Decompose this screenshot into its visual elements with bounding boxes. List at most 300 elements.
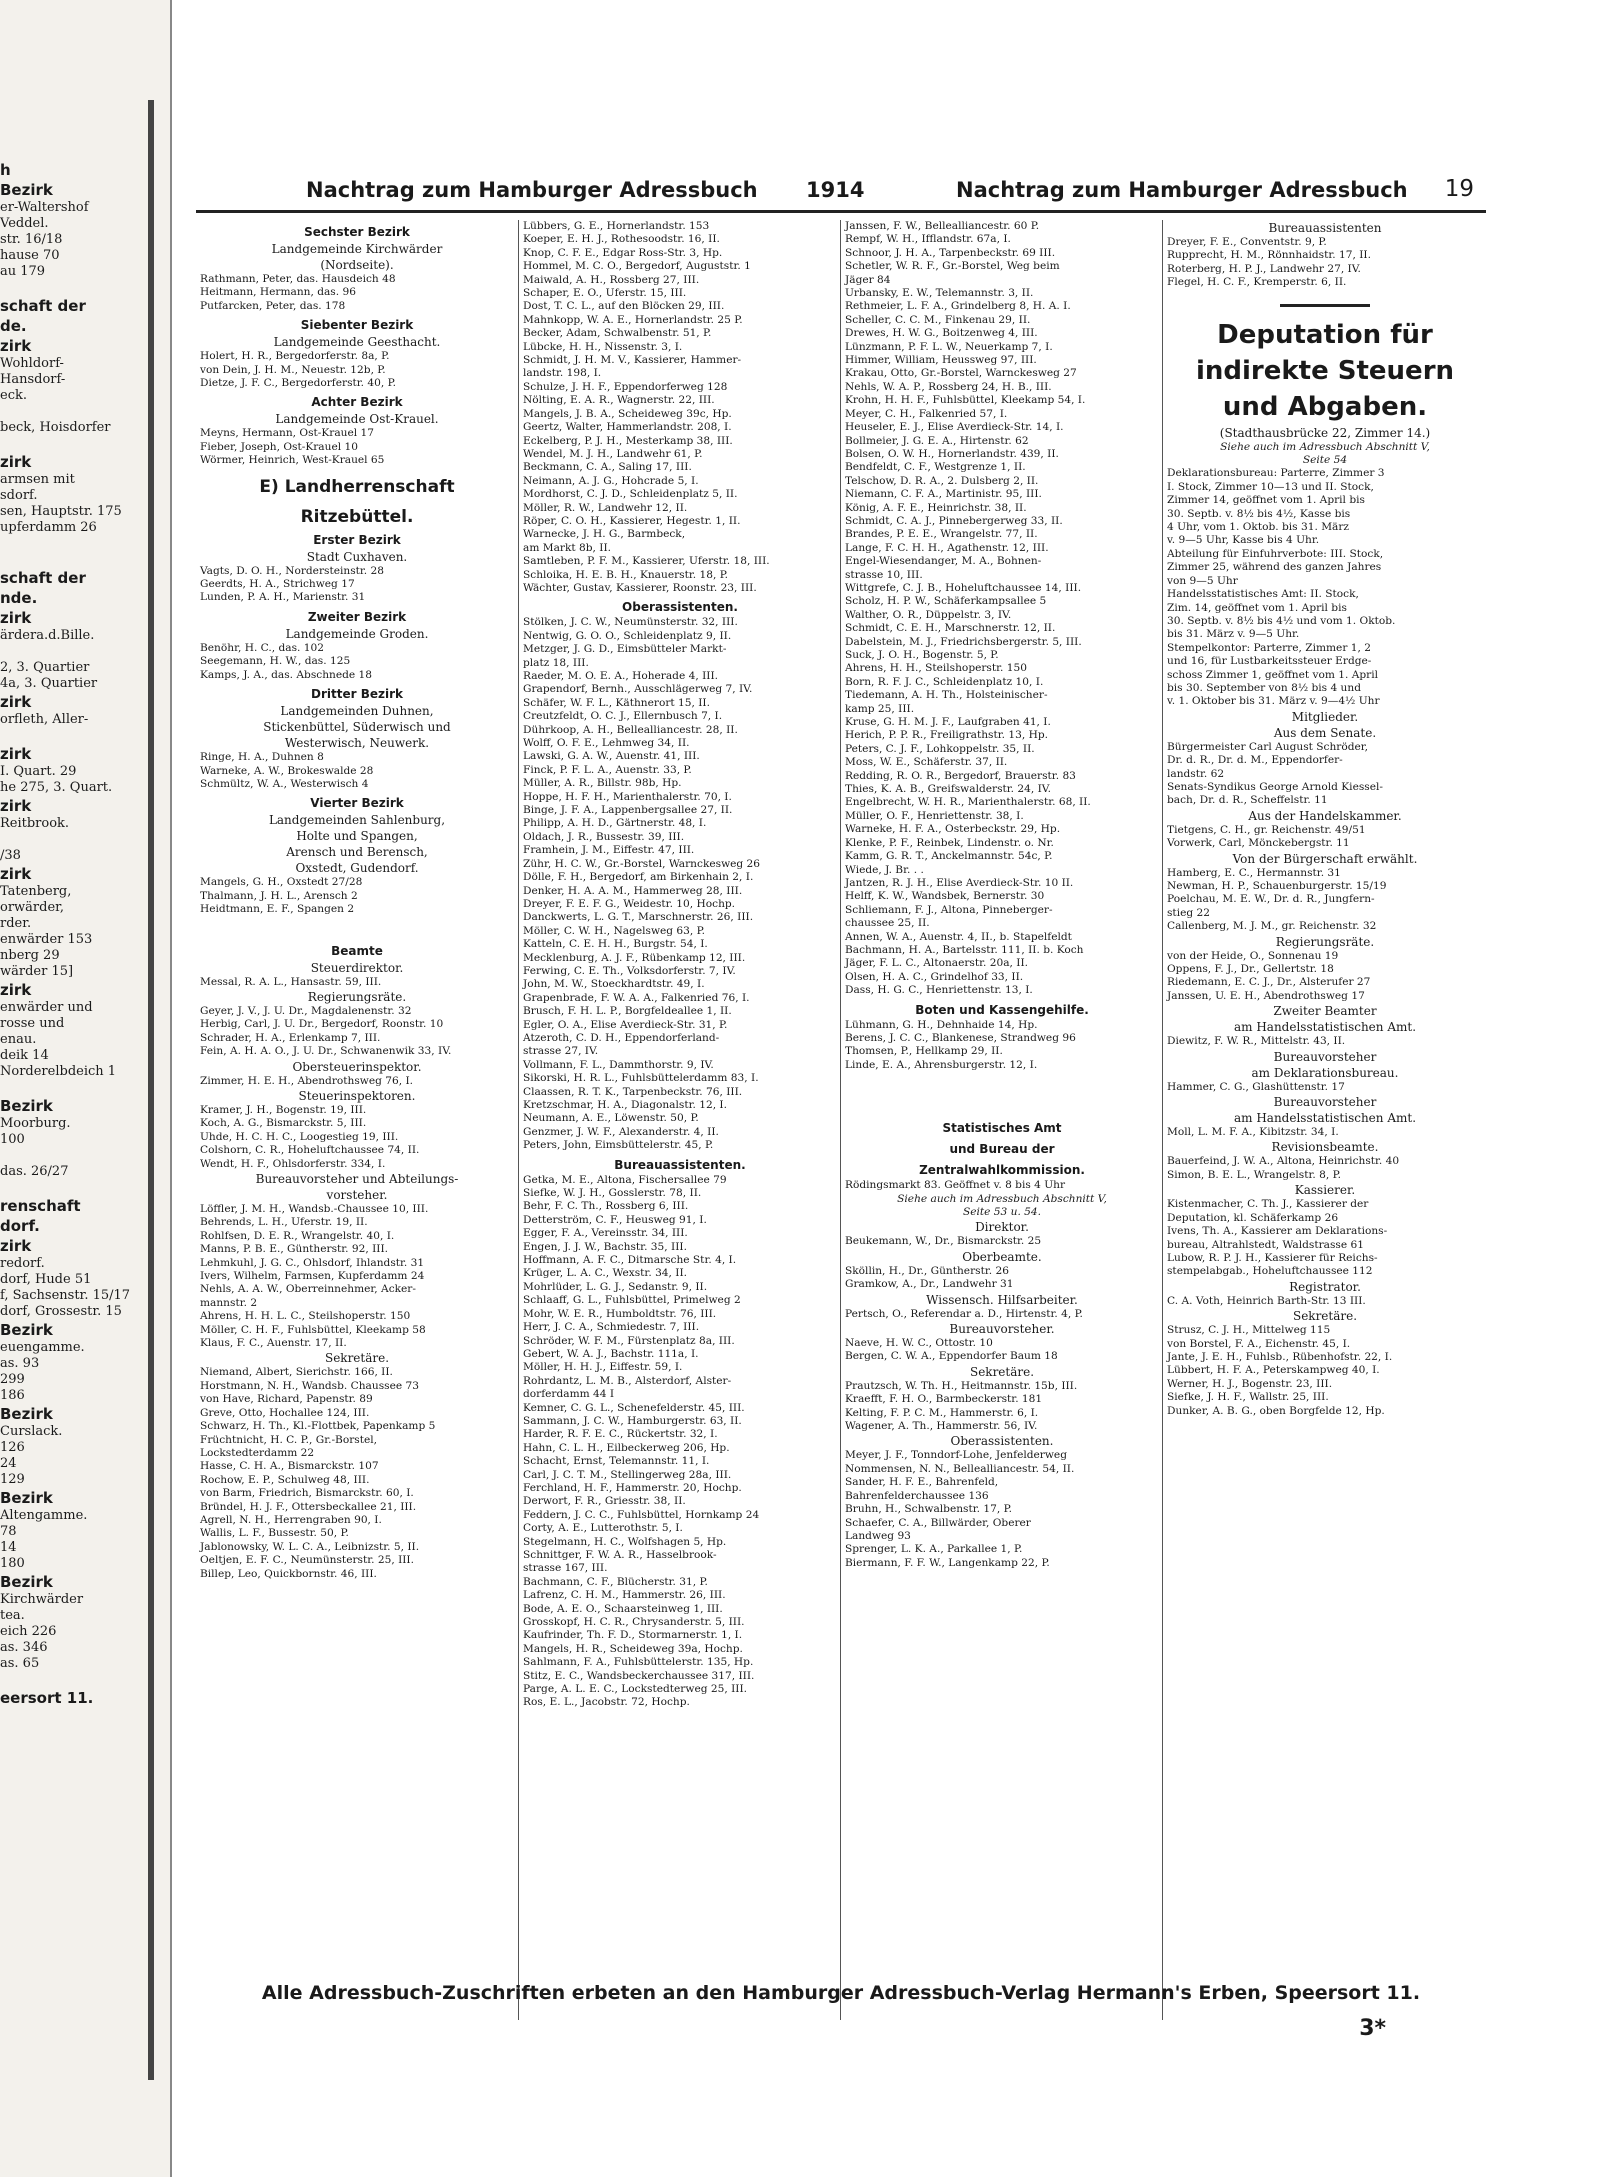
directory-entry: Pertsch, O., Referendar a. D., Hirtenstr. 4, P. [845,1307,1083,1320]
directory-entry: bach, Dr. d. R., Scheffelstr. 11 [1167,794,1328,807]
directory-entry: Callenberg, M. J. M., gr. Reichenstr. 32 [1167,920,1377,933]
margin-fragment: hause 70 [0,248,60,263]
directory-entry: Schmidt, C. A. J., Pinnebergerweg 33, II. [845,514,1063,527]
directory-entry: Atzeroth, C. D. H., Eppendorferland- [523,1031,720,1044]
directory-entry: Hasse, C. H. A., Bismarckstr. 107 [200,1460,379,1473]
directory-entry: Knop, C. F. E., Edgar Ross-Str. 3, Hp. [523,246,723,259]
directory-entry: Finck, P. F. L. A., Auenstr. 33, P. [523,763,692,776]
header-right-title: Nachtrag zum Hamburger Adressbuch [956,178,1408,202]
margin-fragment: au 179 [0,264,46,279]
directory-entry: Hoffmann, A. F. C., Ditmarsche Str. 4, I. [523,1254,737,1267]
directory-entry: Dost, T. C. L., auf den Blöcken 29, III. [523,300,725,313]
margin-fragment: eich 226 [0,1624,57,1639]
directory-entry: Bolsen, O. W. H., Hornerlandstr. 439, II. [845,447,1059,460]
divider [1280,304,1370,307]
directory-entry: Schwarz, H. Th., Kl.-Flottbek, Papenkamp 5 [200,1420,436,1433]
margin-fragment: dorf, Hude 51 [0,1272,92,1287]
section-heading: und Bureau der [949,1142,1055,1157]
directory-entry: Oppens, F. J., Dr., Gellertstr. 18 [1167,963,1334,976]
directory-entry: Olsen, H. A. C., Grindelhof 33, II. [845,970,1024,983]
directory-entry: Grapenbrade, F. W. A. A., Falkenried 76, I. [523,991,750,1004]
directory-entry: Tiedemann, A. H. Th., Holsteinischer- [845,689,1048,702]
directory-entry: Raeder, M. O. E. A., Hoherade 4, III. [523,670,718,682]
subheading: Oxstedt, Gudendorf. [295,861,419,876]
directory-entry: v. 9—5 Uhr, Kasse bis 4 Uhr. [1167,534,1320,547]
directory-entry: Thies, K. A. B., Greifswalderstr. 24, IV. [845,783,1051,796]
margin-fragment: rosse und [0,1016,65,1031]
directory-entry: Lafrenz, C. H. M., Hammerstr. 26, III. [523,1589,726,1602]
directory-entry: Handelsstatistisches Amt: II. Stock, [1167,588,1359,601]
directory-entry: Ivens, Th. A., Kassierer am Deklarations- [1167,1225,1388,1238]
column-1 [196,220,518,2020]
directory-entry: John, M. W., Stoeckhardtstr. 49, I. [523,978,705,991]
directory-entry: Schrader, H. A., Erlenkamp 7, III. [200,1031,381,1044]
margin-fragment: orwärder, [0,900,65,915]
directory-entry: Bauerfeind, J. W. A., Altona, Heinrichstr. 40 [1167,1155,1400,1168]
directory-entry: Suck, J. O. H., Bogenstr. 5, P. [845,649,999,661]
directory-entry: Dölle, F. H., Bergedorf, am Birkenhain 2, I. [523,871,754,884]
subheading: Aus der Handelskammer. [1248,808,1402,823]
directory-entry: Ahrens, H. H., Steilshoperstr. 150 [845,662,1027,675]
directory-entry: Stitz, E. C., Wandsbeckerchaussee 317, III. [523,1669,755,1682]
directory-entry: Lubow, R. P. J. H., Kassierer für Reichs- [1167,1251,1378,1264]
margin-fragment: eck. [0,388,27,403]
margin-fragment: zirk [0,453,32,471]
directory-entry: Seegemann, H. W., das. 125 [200,655,351,668]
directory-entry: Walther, O. R., Düppelstr. 3, IV. [845,608,1012,621]
header-year: 1914 [806,178,865,202]
directory-entry: Mangels, H. R., Scheideweg 39a, Hochp. [523,1642,743,1655]
directory-entry: Lockstedterdamm 22 [200,1446,315,1459]
directory-entry: Hahn, C. L. H., Eilbeckerweg 206, Hp. [523,1441,730,1454]
directory-entry: Heuseler, E. J., Elise Averdieck-Str. 14, I. [845,421,1064,434]
subheading: am Handelsstatistischen Amt. [1233,1020,1417,1035]
directory-entry: Wächter, Gustav, Kassierer, Roonstr. 23, III. [523,581,757,594]
directory-entry: Sander, H. F. E., Bahrenfeld, [845,1476,999,1489]
margin-fragment: enau. [0,1032,37,1047]
directory-entry: Schmültz, W. A., Westerwisch 4 [200,777,369,790]
directory-entry: Schaper, E. O., Uferstr. 15, III. [523,287,687,300]
margin-fragment: euengamme. [0,1340,85,1355]
margin-fragment: tea. [0,1608,25,1623]
directory-entry: Grosskopf, H. C. R., Chrysanderstr. 5, III. [523,1616,745,1629]
directory-entry: Oeltjen, E. F. C., Neumünsterstr. 25, III. [200,1554,414,1567]
margin-fragment: das. 26/27 [0,1164,69,1179]
directory-entry: Drewes, H. W. G., Boitzenweg 4, III. [845,327,1038,340]
directory-entry: Samtleben, P. F. M., Kassierer, Uferstr. 18, III. [523,555,770,568]
reference-note: Seite 54 [1302,454,1348,467]
directory-entry: Thalmann, J. H. L., Arensch 2 [200,889,358,902]
directory-entry: Lühmann, G. H., Dehnhaide 14, Hp. [845,1018,1038,1031]
directory-entry: Redding, R. O. R., Bergedorf, Brauerstr. 83 [845,769,1076,782]
directory-entry: Peters, John, Eimsbüttelerstr. 45, P. [523,1139,714,1152]
directory-entry: Meyns, Hermann, Ost-Krauel 17 [200,427,374,440]
directory-entry: Herr, J. C. A., Schmiedestr. 7, III. [523,1321,700,1334]
directory-entry: Agrell, N. H., Herrengraben 90, I. [200,1513,382,1526]
directory-entry: Sköllin, H., Dr., Güntherstr. 26 [845,1264,1009,1277]
margin-fragment: Bezirk [0,1097,53,1115]
directory-entry: Dietze, J. F. C., Bergedorferstr. 40, P. [200,377,396,390]
margin-fragment: deik 14 [0,1048,49,1063]
directory-entry: Bruhn, H., Schwalbenstr. 17, P. [845,1503,1012,1516]
margin-fragment: 186 [0,1388,25,1403]
directory-entry: Helff, K. W., Wandsbek, Bernerstr. 30 [845,890,1045,903]
directory-entry: Schnoor, J. H. A., Tarpenbeckstr. 69 III. [845,246,1056,259]
directory-entry: Bergen, C. W. A., Eppendorfer Baum 18 [845,1350,1058,1363]
directory-entry: Wendel, M. J. H., Landwehr 61, P. [523,447,703,460]
directory-entry: Zimmer 25, während des ganzen Jahres [1167,561,1382,574]
subheading: Bureauvorsteher. [949,1322,1055,1337]
directory-entry: landstr. 62 [1167,767,1225,780]
directory-entry: Philipp, A. H. D., Gärtnerstr. 48, I. [523,817,707,830]
directory-entry: Brandes, P. E. E., Wrangelstr. 77, II. [845,528,1038,541]
margin-fragment: Hansdorf- [0,372,66,387]
directory-entry: Beukemann, W., Dr., Bismarckstr. 25 [845,1235,1042,1248]
directory-entry: Sahlmann, F. A., Fuhlsbüttelerstr. 135, Hp. [523,1656,754,1669]
directory-entry: Möller, H. H. J., Eiffestr. 59, I. [523,1361,683,1374]
directory-entry: Koeper, E. H. J., Rothesoodstr. 16, II. [523,233,720,246]
directory-entry: stempelabgab., Hoheluftchaussee 112 [1167,1265,1373,1278]
directory-entry: Metzger, J. G. D., Eimsbütteler Markt- [523,643,727,656]
directory-entry: Engelbrecht, W. H. R., Marienthalerstr. 68, II. [845,796,1091,809]
directory-entry: 30. Septb. v. 8½ bis 4½ und vom 1. Oktob. [1167,614,1396,627]
directory-entry: Engen, J. J. W., Bachstr. 35, III. [523,1240,687,1253]
directory-entry: Manns, P. B. E., Güntherstr. 92, III. [200,1243,389,1256]
department-title: indirekte Steuern [1195,355,1455,386]
directory-entry: Lübbers, G. E., Hornerlandstr. 153 [523,220,710,232]
directory-entry: Sammann, J. C. W., Hamburgerstr. 63, II. [523,1414,742,1427]
margin-fragment: redorf. [0,1256,45,1271]
directory-entry: Gramkow, A., Dr., Landwehr 31 [845,1278,1014,1291]
directory-entry: Behr, F. C. Th., Rossberg 6, III. [523,1200,689,1213]
signature-mark: 3* [1359,2016,1386,2041]
directory-entry: Vorwerk, Carl, Mönckebergstr. 11 [1167,837,1350,850]
directory-page [196,160,1486,2040]
directory-entry: Möller, C. H. F., Fuhlsbüttel, Kleekamp 58 [200,1323,426,1336]
directory-entry: Schliemann, F. J., Altona, Pinneberger- [845,903,1053,916]
directory-entry: Niemand, Albert, Sierichstr. 166, II. [200,1366,393,1379]
directory-entry: Wörmer, Heinrich, West-Krauel 65 [200,454,385,467]
directory-entry: Schaefer, C. A., Billwärder, Oberer [845,1516,1031,1529]
directory-entry: Grapendorf, Bernh., Ausschlägerweg 7, IV. [523,683,753,696]
directory-entry: am Markt 8b, II. [523,541,611,554]
directory-entry: Benöhr, H. C., das. 102 [200,641,325,654]
directory-entry: Geyer, J. V., J. U. Dr., Magdalenenstr. 32 [200,1004,412,1017]
directory-entry: Thomsen, P., Hellkamp 29, II. [845,1045,1003,1058]
margin-fragment: Reitbrook. [0,816,70,831]
margin-fragment: ärdera.d.Bille. [0,628,95,643]
margin-fragment: Bezirk [0,1321,53,1339]
directory-entry: dorferdamm 44 I [523,1388,615,1401]
directory-entry: Sikorski, H. R. L., Fuhlsbüttelerdamm 83, I. [523,1072,759,1085]
directory-entry: Ros, E. L., Jacobstr. 72, Hochp. [523,1696,690,1709]
directory-entry: Kraefft, F. H. O., Barmbeckerstr. 181 [845,1393,1043,1406]
directory-entry: Fieber, Joseph, Ost-Krauel 10 [200,440,358,453]
directory-entry: Lange, F. C. H. H., Agathenstr. 12, III. [845,541,1049,554]
directory-entry: Dass, H. G. C., Henriettenstr. 13, I. [845,984,1033,997]
directory-entry: Nehls, W. A. P., Rossberg 24, H. B., III. [845,380,1052,393]
directory-entry: Maiwald, A. H., Rossberg 27, III. [523,273,700,286]
directory-entry: bis 30. September von 8½ bis 4 und [1167,681,1361,694]
margin-fragment: 14 [0,1540,17,1555]
reference-note: Seite 53 u. 54. [962,1206,1042,1218]
margin-fragment: 126 [0,1440,25,1455]
margin-fragment: Bezirk [0,1573,53,1591]
directory-entry: Bründel, H. J. F., Ottersbeckallee 21, III. [200,1500,417,1513]
directory-entry: Peters, C. J. F., Lohkoppelstr. 35, II. [845,742,1035,755]
reference-note: Siehe auch im Adressbuch Abschnitt V, [897,1192,1107,1205]
column-3 [840,220,1163,2020]
directory-entry: Kistenmacher, C. Th. J., Kassierer der [1167,1198,1369,1211]
margin-fragment: enwärder und [0,1000,93,1015]
subheading: Direktor. [975,1220,1029,1235]
directory-entry: Früchtnicht, H. C. P., Gr.-Borstel, [200,1433,377,1446]
margin-fragment: sdorf. [0,488,38,503]
subheading: Sekretäre. [324,1351,390,1366]
directory-entry: Vollmann, F. L., Dammthorstr. 9, IV. [523,1058,714,1071]
margin-fragment: Altengamme. [0,1508,88,1523]
subheading: am Handelsstatistischen Amt. [1233,1111,1417,1126]
directory-entry: Stempelkontor: Parterre, Zimmer 1, 2 [1167,641,1371,654]
subheading: Zweiter Beamter [1273,1004,1377,1019]
margin-fragment: de. [0,317,27,335]
subheading: Steuerdirektor. [310,960,404,975]
margin-fragment: zirk [0,981,32,999]
subheading: Bureauvorsteher [1273,1049,1377,1064]
margin-fragment [0,832,146,848]
directory-entry: Uhde, H. C. H. C., Loogestieg 19, III. [200,1130,399,1143]
directory-entry: Wittgrefe, C. J. B., Hoheluftchaussee 14, III. [845,581,1082,594]
margin-fragment: he 275, 3. Quart. [0,780,113,795]
directory-entry: Biermann, F. F. W., Langenkamp 22, P. [845,1556,1050,1569]
directory-entry: Schmidt, C. E. H., Marschnerstr. 12, II. [845,622,1056,635]
directory-entry: Rethmeier, L. F. A., Grindelberg 8, H. A. I. [845,300,1071,313]
directory-entry: platz 18, III. [523,656,589,669]
margin-fragment: enwärder 153 [0,932,93,947]
directory-entry: Werner, H. J., Bogenstr. 23, III. [1167,1377,1333,1390]
directory-entry: C. A. Voth, Heinrich Barth-Str. 13 III. [1167,1294,1366,1307]
directory-entry: Billep, Leo, Quickbornstr. 46, III. [200,1567,377,1580]
directory-entry: Mohr, W. E. R., Humboldtstr. 76, III. [523,1307,717,1320]
directory-entry: Meyer, J. F., Tonndorf-Lohe, Jenfelderweg [845,1449,1067,1462]
directory-entry: Zimmer 14, geöffnet vom 1. April bis [1167,494,1365,507]
margin-fragment: renschaft [0,1197,81,1215]
section-heading: Zweiter Bezirk [307,609,407,624]
directory-entry: Ferchland, H. F., Hammerstr. 20, Hochp. [523,1481,742,1494]
directory-entry: Denker, H. A. A. M., Hammerweg 28, III. [523,884,743,897]
directory-entry: Jablonowsky, W. L. C. A., Leibnizstr. 5, II. [200,1540,420,1553]
directory-entry: Born, R. F. J. C., Schleidenplatz 10, I. [845,675,1044,688]
directory-entry: Geertz, Walter, Hammerlandstr. 208, I. [523,421,732,434]
margin-fragment [0,1180,146,1196]
directory-entry: Oldach, J. R., Bussestr. 39, III. [523,830,685,843]
directory-entry: Creutzfeldt, O. C. J., Ellernbusch 7, I. [523,710,723,723]
margin-fragment: str. 16/18 [0,232,63,247]
subheading: Registrator. [1289,1279,1361,1294]
directory-entry: Wagener, A. Th., Hammerstr. 56, IV. [845,1420,1038,1433]
directory-entry: stieg 22 [1167,906,1210,919]
directory-entry: Rupprecht, H. M., Rönnhaidstr. 17, II. [1167,249,1371,262]
directory-entry: Heitmann, Hermann, das. 96 [200,286,356,299]
directory-entry: Ivers, Wilhelm, Farmsen, Kupferdamm 24 [200,1270,425,1283]
region-heading: E) Landherrenschaft [259,476,455,497]
department-title: Deputation für [1217,319,1433,350]
margin-fragment [0,536,146,552]
margin-fragment [0,436,146,452]
directory-entry: chaussee 25, II. [845,917,930,930]
directory-entry: Rochow, E. P., Schulweg 48, III. [200,1473,370,1486]
directory-entry: bureau, Altrahlstedt, Waldstrasse 61 [1167,1238,1364,1251]
directory-entry: Colshorn, C. R., Hoheluftchaussee 74, II. [200,1144,420,1157]
directory-entry: Moss, W. E., Schäferstr. 37, II. [845,756,1008,769]
margin-fragment: armsen mit [0,472,75,487]
directory-entry: Zimmer, H. E. H., Abendrothsweg 76, I. [200,1074,414,1087]
directory-entry: Tietgens, C. H., gr. Reichenstr. 49/51 [1167,823,1366,836]
spacer [841,1094,1163,1116]
directory-entry: Scheller, C. C. M., Finkenau 29, II. [845,313,1031,326]
subheading: Landgemeinden Sahlenburg, [268,813,446,828]
section-heading: Achter Bezirk [311,395,403,410]
margin-fragment: as. 65 [0,1656,40,1671]
directory-entry: Horstmann, N. H., Wandsb. Chaussee 73 [200,1379,419,1392]
directory-entry: Rempf, W. H., Ifflandstr. 67a, I. [845,233,1011,246]
directory-entry: v. 1. Oktober bis 31. März v. 9—4½ Uhr [1167,695,1380,708]
department-title: und Abgaben. [1222,391,1428,422]
subheading: Landgemeinde Kirchwärder [271,242,443,256]
directory-entry: Bachmann, H. A., Bartelsstr. 111, II. b. Koch [845,943,1084,956]
directory-entry: Gebert, W. A. J., Bachstr. 111a, I. [523,1347,699,1360]
directory-entry: Brusch, F. H. L. P., Borgfeldeallee 1, II. [523,1005,732,1018]
directory-entry: Lawski, G. A. W., Auenstr. 41, III. [523,750,700,763]
directory-entry: Mangels, J. B. A., Scheideweg 39c, Hp. [523,407,732,420]
directory-entry: Landweg 93 [845,1529,911,1542]
directory-entry: Detterström, C. F., Heusweg 91, I. [523,1213,707,1226]
directory-entry: bis 31. März v. 9—5 Uhr. [1167,628,1300,641]
directory-entry: Feddern, J. C. C., Fuhlsbüttel, Hornkamp 24 [523,1508,760,1521]
directory-entry: I. Stock, Zimmer 10—13 und II. Stock, [1167,480,1374,493]
subheading: Mitglieder. [1291,709,1359,724]
directory-entry: Niemann, C. F. A., Martinistr. 95, III. [845,488,1042,501]
margin-fragment: Curslack. [0,1424,63,1439]
directory-entry: Möller, C. W. H., Nagelsweg 63, P. [523,924,705,937]
directory-entry: Riedemann, E. C. J., Dr., Alsterufer 27 [1167,976,1371,989]
directory-entry: Holert, H. R., Bergedorferstr. 8a, P. [200,350,390,363]
directory-entry: Flegel, H. C. F., Kremperstr. 6, II. [1167,276,1347,289]
margin-fragment: Kirchwärder [0,1592,84,1607]
subheading: Bureauvorsteher [1273,1095,1377,1110]
margin-fragment: Bezirk [0,1405,53,1423]
subheading: Sekretäre. [1292,1309,1358,1324]
reference-note: Siehe auch im Adressbuch Abschnitt V, [1220,440,1430,453]
section-heading: Dritter Bezirk [311,687,403,702]
margin-fragment: dorf, Grossestr. 15 [0,1304,122,1319]
directory-entry: Parge, A. L. E. C., Lockstedterweg 25, III. [523,1683,747,1696]
margin-fragment: zirk [0,693,32,711]
directory-entry: König, A. F. E., Heinrichstr. 38, II. [845,501,1027,514]
directory-entry: kamp 25, III. [845,702,915,715]
region-heading: Ritzebüttel. [300,506,414,527]
margin-fragment: 100 [0,1132,25,1147]
directory-entry: Schetler, W. R. F., Gr.-Borstel, Weg beim [845,260,1060,273]
directory-entry: Krüger, L. A. C., Wexstr. 34, II. [523,1267,688,1280]
directory-entry: Schmidt, J. H. M. V., Kassierer, Hammer- [523,354,742,367]
directory-entry: Nölting, E. A. R., Wagnerstr. 22, III. [523,394,715,407]
section-heading: Boten und Kassengehilfe. [915,1002,1089,1017]
margin-fragment [0,644,146,660]
margin-fragment: sen, Hauptstr. 175 [0,504,122,519]
margin-fragment: /38 [0,848,21,863]
directory-entry: Herich, P. P. R., Freiligrathstr. 13, Hp. [845,729,1048,742]
directory-entry: Annen, W. A., Auenstr. 4, II., b. Stapelfeldt [845,930,1072,943]
directory-entry: Rohrdantz, L. M. B., Alsterdorf, Alster- [523,1374,732,1387]
directory-entry: Lübbert, H. F. A., Peterskampweg 40, I. [1167,1364,1380,1377]
directory-entry: Framhein, J. M., Eiffestr. 47, III. [523,844,695,857]
directory-entry: Mahnkopp, W. A. E., Hornerlandstr. 25 P. [523,313,743,326]
directory-entry: Ahrens, H. H. L. C., Steilshoperstr. 150 [200,1310,411,1323]
directory-entry: von Dein, J. H. M., Neuestr. 12b, P. [200,363,386,376]
directory-entry: mannstr. 2 [200,1296,258,1309]
directory-entry: Klenke, P. F., Reinbek, Lindenstr. o. Nr. [845,836,1054,849]
subheading: Steuerinspektoren. [298,1088,416,1103]
directory-entry: von 9—5 Uhr [1167,574,1238,587]
directory-entry: Getka, M. E., Altona, Fischersallee 79 [523,1173,727,1186]
directory-entry: Kruse, G. H. M. J. F., Laufgraben 41, I. [845,716,1051,729]
directory-entry: Rathmann, Peter, das. Hausdeich 48 [200,273,396,285]
subheading: Arensch und Berensch, [286,845,428,860]
subheading: (Stadthausbrücke 22, Zimmer 14.) [1219,425,1431,440]
directory-entry: Berens, J. C. C., Blankenese, Strandweg 96 [845,1031,1076,1044]
subheading: (Nordseite). [320,258,394,272]
directory-entry: Lehmkuhl, J. G. C., Ohlsdorf, Ihlandstr. 31 [200,1256,425,1269]
margin-fragment: 78 [0,1524,17,1539]
directory-entry: Vagts, D. O. H., Nordersteinstr. 28 [200,564,385,577]
subheading: Holte und Spangen, [296,829,418,844]
margin-fragment [0,552,146,568]
directory-entry: Schnittger, F. W. A. R., Hasselbrook- [523,1549,717,1561]
directory-entry: Schacht, Ernst, Telemannstr. 11, I. [523,1455,710,1468]
subheading: Stickenbüttel, Süderwisch und [263,720,451,735]
directory-entry: Dreyer, F. E., Conventstr. 9, P. [1167,236,1327,248]
margin-fragment: 2, 3. Quartier [0,660,90,675]
directory-entry: Jäger 84 [845,273,891,286]
margin-fragment: zirk [0,865,32,883]
directory-entry: Claassen, R. T. K., Tarpenbeckstr. 76, III. [523,1085,743,1098]
subheading: Sekretäre. [969,1364,1035,1379]
directory-entry: Janssen, U. E. H., Abendrothsweg 17 [1167,989,1365,1002]
section-heading: Siebenter Bezirk [300,318,414,333]
directory-entry: Hamberg, E. C., Hermannstr. 31 [1167,866,1341,879]
margin-fragment: Bezirk [0,1489,53,1507]
directory-entry: Meyer, C. H., Falkenried 57, I. [845,407,1008,420]
directory-entry: Herbig, Carl, J. U. Dr., Bergedorf, Roonstr. 10 [200,1018,444,1031]
subheading: Stadt Cuxhaven. [306,549,408,564]
margin-fragment: Wohldorf- [0,356,64,371]
directory-entry: Abteilung für Einfuhrverbote: III. Stock, [1167,547,1384,560]
subheading: Wissensch. Hilfsarbeiter. [926,1292,1078,1307]
directory-entry: Katteln, C. E. H. H., Burgstr. 54, I. [523,938,708,951]
margin-fragment: Bezirk [0,181,53,199]
margin-fragment [0,1080,146,1096]
directory-entry: Mangels, G. H., Oxstedt 27/28 [200,876,363,889]
directory-entry: strasse 27, IV. [523,1045,599,1058]
page-fold [148,100,154,2080]
directory-entry: Neumann, A. E., Löwenstr. 50, P. [523,1112,699,1125]
directory-entry: Kelting, F. P. C. M., Hammerstr. 6, I. [845,1406,1039,1419]
directory-entry: Moll, L. M. F. A., Kibitzstr. 34, I. [1167,1126,1339,1139]
directory-entry: Siefke, J. H. F., Wallstr. 25, III. [1167,1391,1329,1404]
directory-entry: Harder, R. F. E. C., Rückertstr. 32, I. [523,1428,718,1441]
directory-entry: Carl, J. C. T. M., Stellingerweg 28a, III. [523,1468,732,1481]
